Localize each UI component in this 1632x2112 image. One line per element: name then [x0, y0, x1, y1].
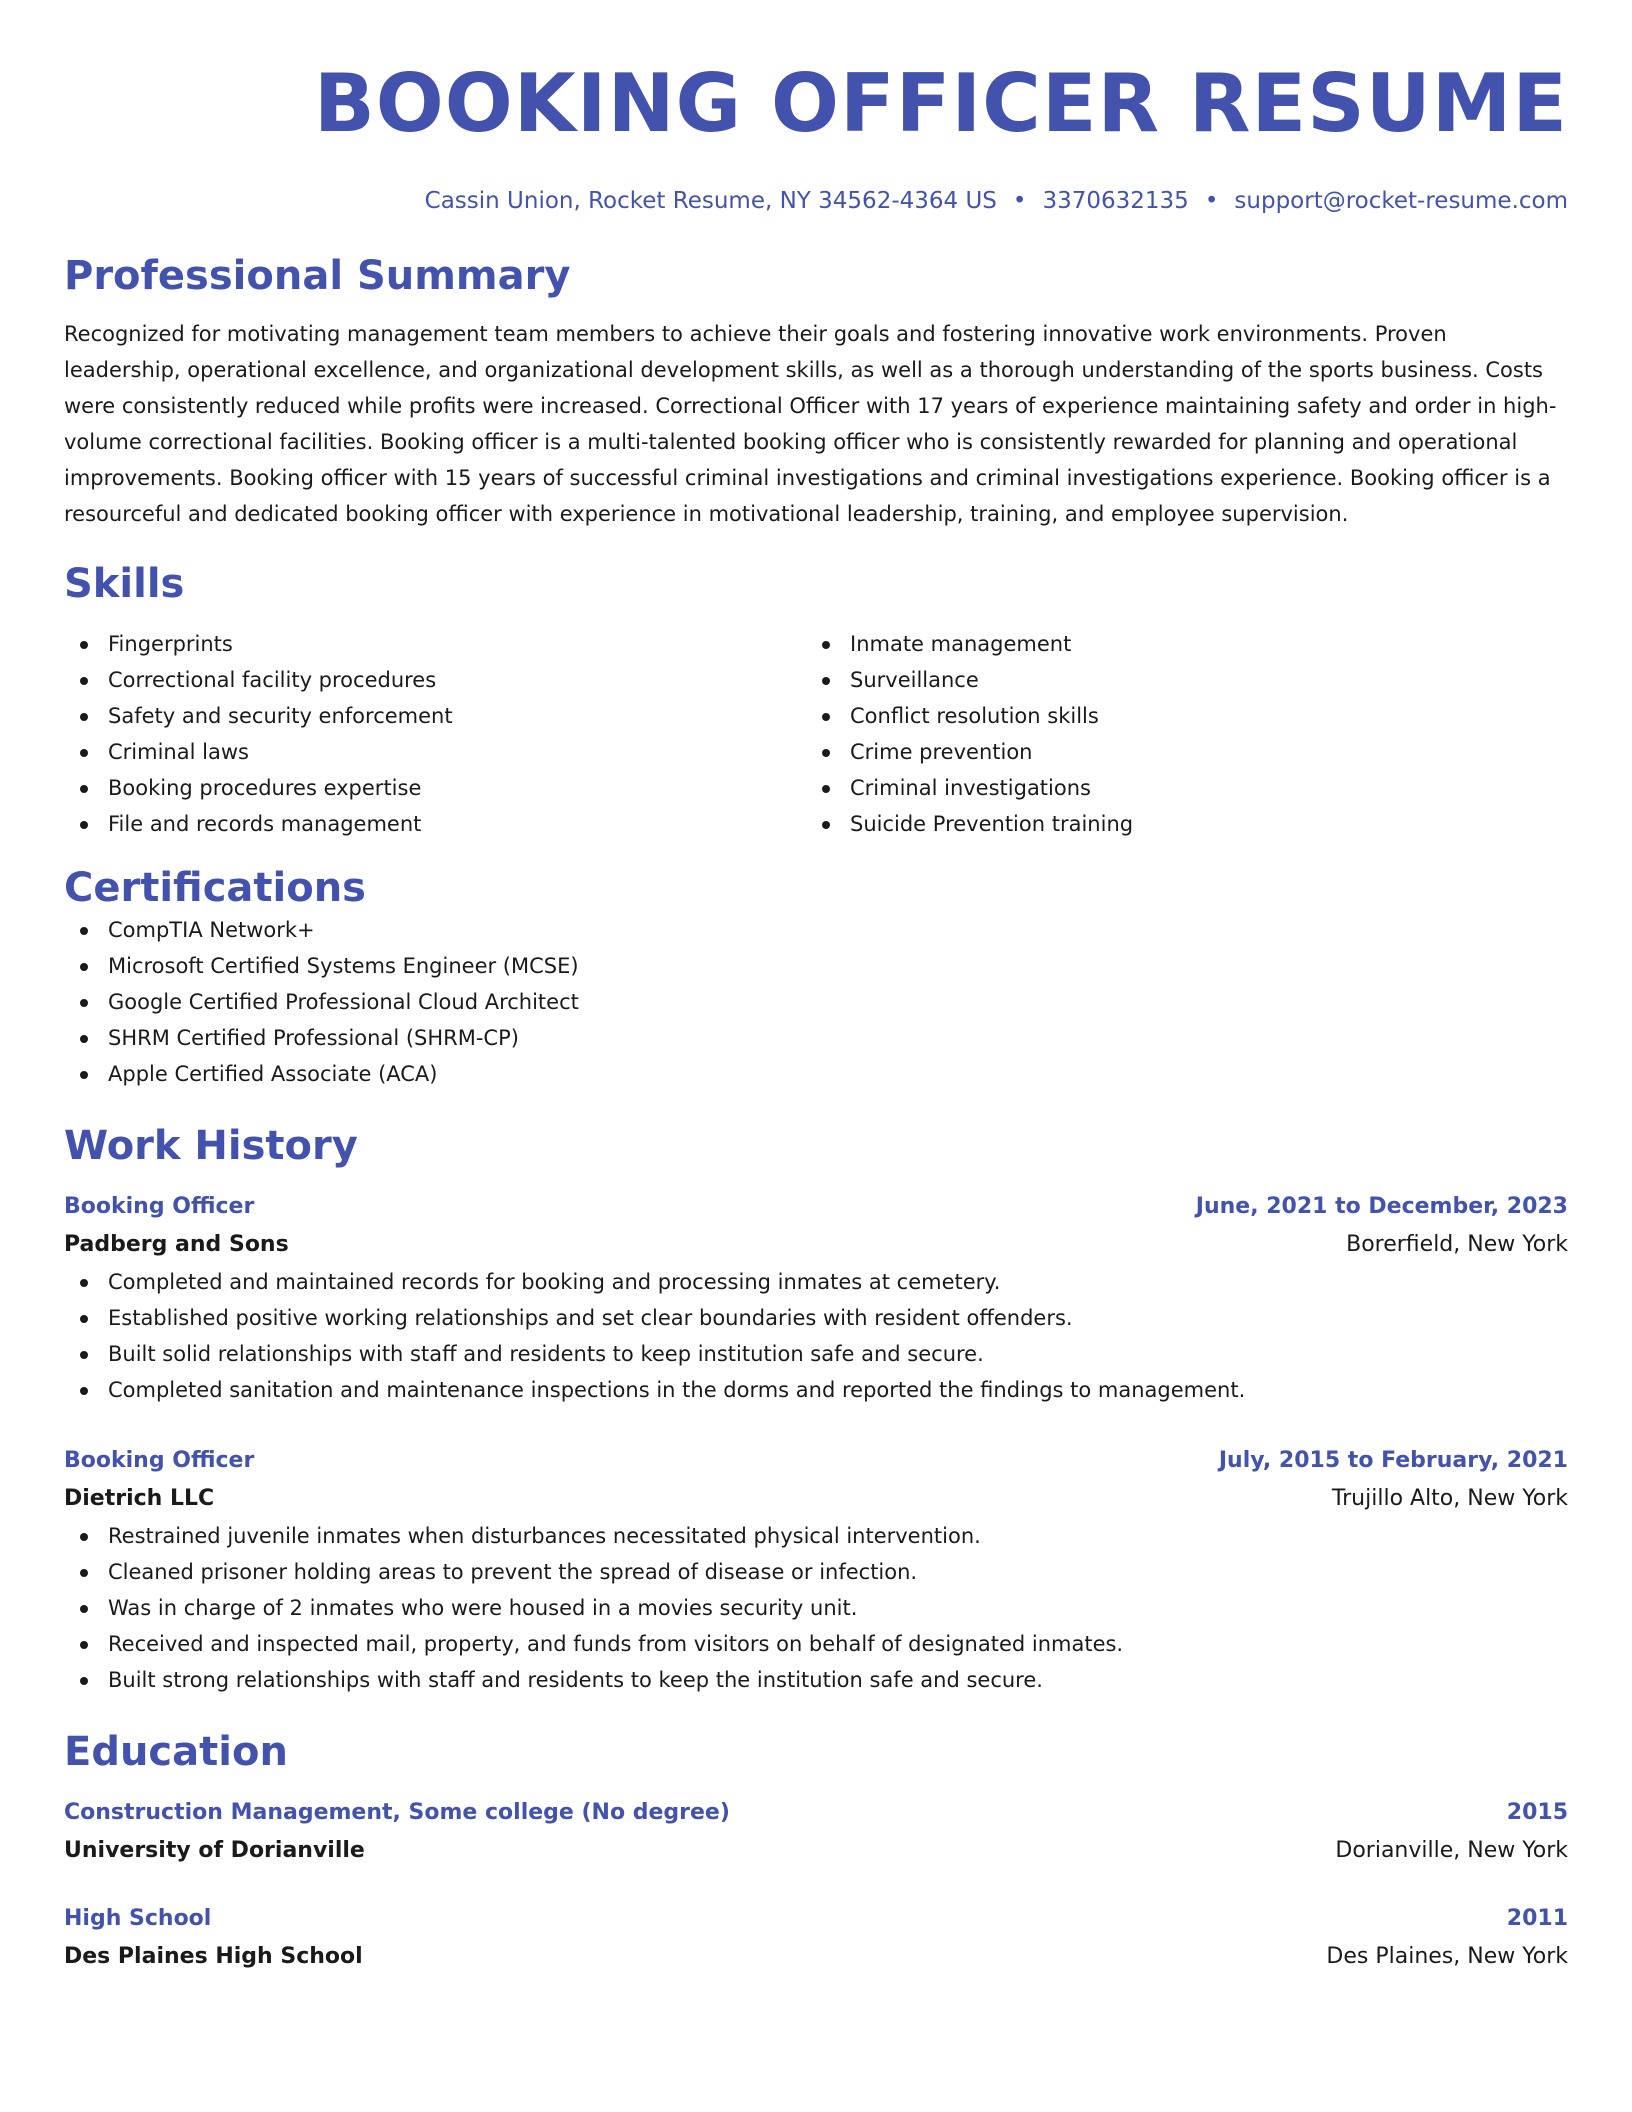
- job-location: Trujillo Alto, New York: [1331, 1486, 1568, 1511]
- contact-phone: 3370632135: [1042, 188, 1189, 214]
- education-year: 2015: [1506, 1800, 1568, 1825]
- skills-column-right: [806, 626, 1548, 842]
- certification-item: Apple Certified Associate (ACA): [64, 1056, 1568, 1092]
- job-dates: June, 2021 to December, 2023: [1195, 1194, 1568, 1219]
- education-heading: Education: [64, 1729, 288, 1775]
- job-duty-item: Established positive working relationships and set clear boundaries with resident offenders.: [64, 1300, 1568, 1336]
- skill-item: Surveillance: [806, 662, 1548, 698]
- resume-title: BOOKING OFFICER RESUME: [313, 57, 1568, 150]
- work-history-heading: Work History: [64, 1123, 358, 1169]
- certification-item: Microsoft Certified Systems Engineer (MCSE): [64, 948, 1568, 984]
- resume-page: [64, 58, 1568, 1976]
- certification-item: CompTIA Network+: [64, 912, 1568, 948]
- skill-item: Safety and security enforcement: [64, 698, 806, 734]
- job-duty-item: Was in charge of 2 inmates who were housed in a movies security unit.: [64, 1590, 1568, 1626]
- certification-item: Google Certified Professional Cloud Architect: [64, 984, 1568, 1020]
- education-entry: [64, 1900, 1568, 1976]
- contact-separator: •: [1204, 188, 1219, 214]
- skill-item: Correctional facility procedures: [64, 662, 806, 698]
- certifications-heading: Certifications: [64, 865, 366, 911]
- education-year: 2011: [1506, 1906, 1568, 1931]
- education-entry: [64, 1794, 1568, 1870]
- job-duty-item: Built strong relationships with staff and residents to keep the institution safe and secure.: [64, 1662, 1568, 1698]
- job-entry: [64, 1188, 1568, 1408]
- education-degree: Construction Management, Some college (No degree): [64, 1800, 730, 1825]
- job-duty-item: Cleaned prisoner holding areas to prevent the spread of disease or infection.: [64, 1554, 1568, 1590]
- job-duty-item: Completed sanitation and maintenance inspections in the dorms and reported the findings to management.: [64, 1372, 1568, 1408]
- skill-item: Conflict resolution skills: [806, 698, 1548, 734]
- job-location: Borerfield, New York: [1346, 1232, 1568, 1257]
- education-location: Dorianville, New York: [1335, 1838, 1568, 1863]
- education-location: Des Plaines, New York: [1326, 1944, 1568, 1969]
- job-duties: [64, 1518, 1568, 1698]
- job-duty-item: Received and inspected mail, property, and funds from visitors on behalf of designated inmates.: [64, 1626, 1568, 1662]
- summary-text: Recognized for motivating management team members to achieve their goals and fostering innovative work environments. Proven leadership, operational excellence, and organizational development skills, as well as a thorough understanding of the sports business. Costs were consistently reduced while profits were increased. Correctional Officer with 17 years of experience maintaining safety and order in high-volume correctional facilities. Booking officer is a multi-talented booking officer who is consistently rewarded for planning and operational improvements. Booking officer with 15 years of successful criminal investigations and criminal investigations experience. Booking officer is a resourceful and dedicated booking officer with experience in motivational leadership, training, and employee supervision.: [64, 322, 1557, 526]
- job-duty-item: Restrained juvenile inmates when disturbances necessitated physical intervention.: [64, 1518, 1568, 1554]
- job-duty-item: Completed and maintained records for booking and processing inmates at cemetery.: [64, 1264, 1568, 1300]
- skill-item: Fingerprints: [64, 626, 806, 662]
- summary-heading: Professional Summary: [64, 253, 571, 299]
- job-company: Padberg and Sons: [64, 1232, 289, 1257]
- education-school: Des Plaines High School: [64, 1944, 363, 1969]
- skills-column-left: [64, 626, 806, 842]
- job-entry: [64, 1442, 1568, 1698]
- contact-line: [64, 186, 1568, 216]
- job-duties: [64, 1264, 1568, 1408]
- contact-address: Cassin Union, Rocket Resume, NY 34562-4364 US: [424, 188, 997, 214]
- skills-grid: [64, 626, 1568, 842]
- skill-item: Suicide Prevention training: [806, 806, 1548, 842]
- skills-heading: Skills: [64, 561, 185, 607]
- skill-item: Criminal investigations: [806, 770, 1548, 806]
- skill-item: Inmate management: [806, 626, 1548, 662]
- skill-item: Criminal laws: [64, 734, 806, 770]
- education-school: University of Dorianville: [64, 1838, 365, 1863]
- job-dates: July, 2015 to February, 2021: [1218, 1448, 1568, 1473]
- contact-email: support@rocket-resume.com: [1234, 188, 1568, 214]
- certifications-list: [64, 912, 1568, 1092]
- job-title: Booking Officer: [64, 1194, 255, 1219]
- job-title: Booking Officer: [64, 1448, 255, 1473]
- skill-item: Crime prevention: [806, 734, 1548, 770]
- job-duty-item: Built solid relationships with staff and residents to keep institution safe and secure.: [64, 1336, 1568, 1372]
- education-degree: High School: [64, 1906, 212, 1931]
- skill-item: File and records management: [64, 806, 806, 842]
- contact-separator: •: [1012, 188, 1027, 214]
- skill-item: Booking procedures expertise: [64, 770, 806, 806]
- job-company: Dietrich LLC: [64, 1486, 215, 1511]
- certification-item: SHRM Certified Professional (SHRM-CP): [64, 1020, 1568, 1056]
